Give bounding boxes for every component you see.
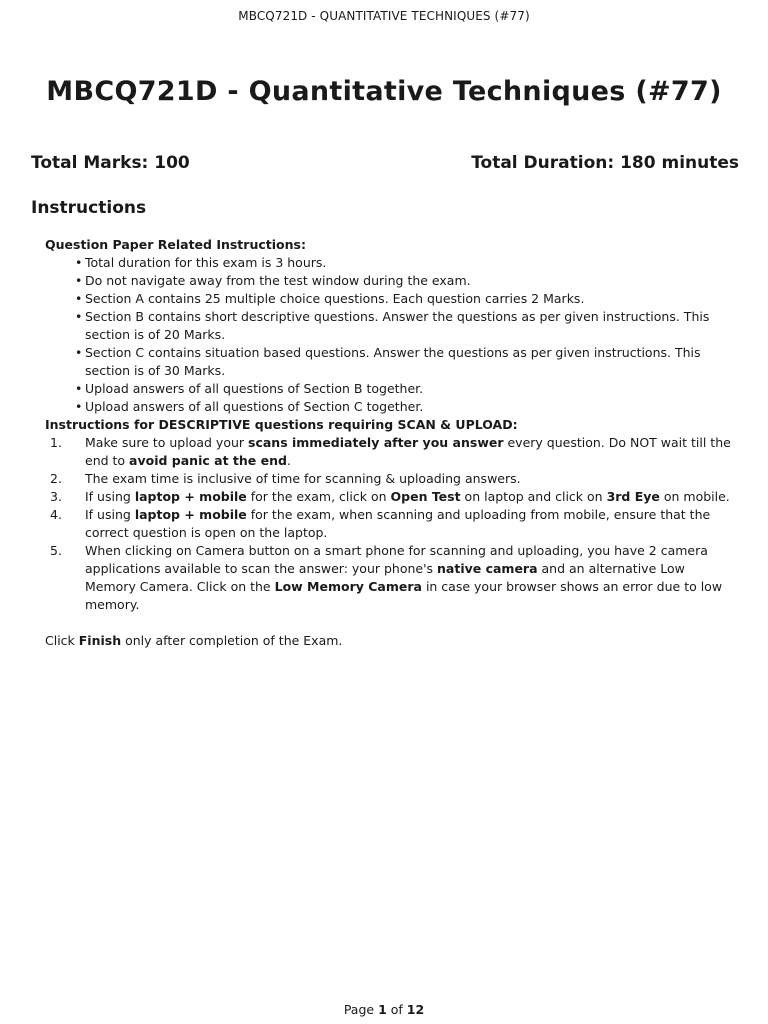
step-text-part: .	[286, 453, 291, 468]
step-text-part: in case your browser shows an error due to low memory.	[85, 579, 723, 612]
list-item	[45, 542, 735, 614]
descriptive-heading: Instructions for DESCRIPTIVE questions requiring SCAN & UPLOAD:	[45, 417, 518, 432]
list-item: • Section C contains situation based questions. Answer the questions as per given instructions. This section is of 30 Marks.	[75, 344, 735, 380]
step-text-bold: native camera	[437, 561, 538, 576]
step-text-bold: Open Test	[390, 489, 461, 504]
step-text-bold: 3rd Eye	[606, 489, 660, 504]
step-text-bold: laptop + mobile	[134, 507, 247, 522]
page-number	[0, 1002, 768, 1017]
step-text	[85, 506, 735, 542]
page-number-current: 1	[378, 1002, 387, 1017]
list-item: • Do not navigate away from the test window during the exam.	[75, 272, 735, 290]
step-text-bold: avoid panic at the end	[129, 453, 287, 468]
page-title: MBCQ721D - Quantitative Techniques (#77)	[46, 76, 722, 107]
list-item: • Upload answers of all questions of Section B together.	[75, 380, 735, 398]
list-item	[45, 506, 735, 542]
step-text: The exam time is inclusive of time for scanning & uploading answers.	[85, 471, 521, 486]
list-item	[45, 434, 735, 470]
list-item: • Section A contains 25 multiple choice questions. Each question carries 2 Marks.	[75, 290, 735, 308]
list-item	[45, 470, 735, 488]
step-text-part: If using	[85, 507, 135, 522]
page-number-label: of	[386, 1002, 407, 1017]
list-item: • Upload answers of all questions of Section C together.	[75, 398, 735, 416]
list-item	[45, 488, 735, 506]
finish-note-text: only after completion of the Exam.	[121, 633, 343, 648]
descriptive-steps	[45, 434, 735, 614]
finish-note	[45, 632, 735, 650]
step-text-bold: scans immediately after you answer	[248, 435, 504, 450]
step-number: 2.	[50, 471, 62, 486]
step-text-part: for the exam, click on	[246, 489, 391, 504]
step-text	[85, 488, 735, 506]
total-duration: Total Duration: 180 minutes	[471, 153, 739, 173]
step-text	[85, 434, 735, 470]
step-text-part: on laptop and click on	[460, 489, 607, 504]
step-text-part: for the exam, when scanning and uploading from mobile, ensure that the correct question is open on the laptop.	[85, 507, 711, 540]
step-text-part: When clicking on Camera button on a smart phone for scanning and uploading, you have 2 camera applications available to scan the answer: your phone's	[85, 543, 708, 576]
question-paper-heading: Question Paper Related Instructions:	[45, 237, 306, 252]
step-text	[85, 542, 735, 614]
step-number: 5.	[50, 543, 62, 558]
step-text-part: every question. Do NOT wait till the end to	[85, 435, 731, 468]
step-text-bold: laptop + mobile	[134, 489, 247, 504]
page-number-total: 12	[406, 1002, 425, 1017]
step-text-bold: Low Memory Camera	[274, 579, 422, 594]
step-text-part: If using	[85, 489, 135, 504]
running-header: MBCQ721D - QUANTITATIVE TECHNIQUES (#77)	[238, 9, 530, 23]
step-text-part: and an alternative Low Memory Camera. Click on the	[85, 561, 685, 594]
question-paper-list	[45, 254, 735, 416]
step-text-part: Make sure to upload your	[85, 435, 249, 450]
step-text-part: on mobile.	[659, 489, 730, 504]
finish-note-text: Click	[45, 633, 79, 648]
instructions-block	[45, 236, 735, 650]
instructions-heading: Instructions	[31, 198, 147, 218]
marks-duration-row	[31, 153, 739, 173]
step-number: 4.	[50, 507, 62, 522]
list-item: • Section B contains short descriptive questions. Answer the questions as per given instructions. This section is of 20 Marks.	[75, 308, 735, 344]
total-marks: Total Marks: 100	[31, 153, 190, 173]
list-item: • Total duration for this exam is 3 hours.	[75, 254, 735, 272]
page-number-label: Page	[343, 1002, 379, 1017]
step-number: 1.	[50, 435, 62, 450]
finish-note-bold: Finish	[78, 633, 122, 648]
step-number: 3.	[50, 489, 62, 504]
